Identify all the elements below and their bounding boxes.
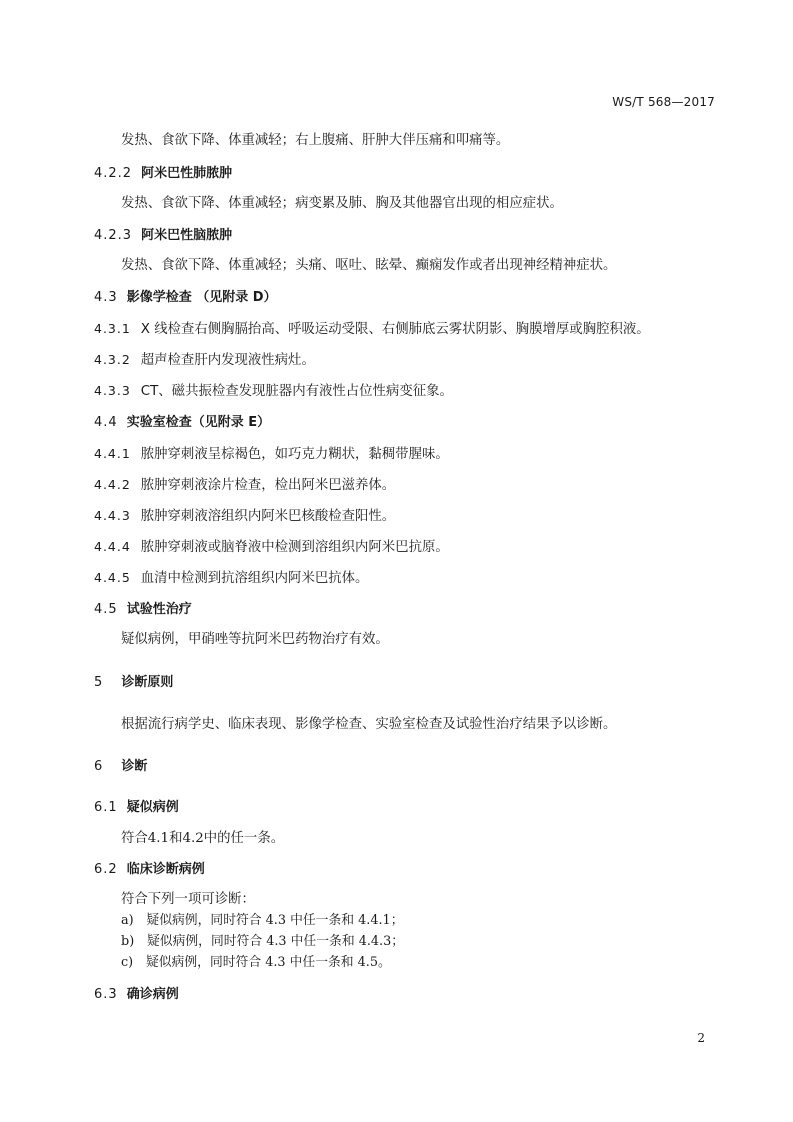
- section-number: 4.4: [94, 415, 118, 430]
- section-title: 疑似病例: [126, 800, 179, 815]
- section-title: 试验性治疗: [126, 602, 192, 617]
- section-title: 阿米巴性脑脓肿: [141, 228, 233, 243]
- paragraph-5: 根据流行病学史、临床表现、影像学检查、实验室检查及试验性治疗结果予以诊断。: [121, 717, 617, 732]
- list-item-c: c) 疑似病例，同时符合 4.3 中任一条和 4.5。: [121, 955, 391, 970]
- item-number: 4.4.3: [94, 508, 131, 523]
- item-4-4-3: [94, 505, 395, 524]
- item-number: 4.4.5: [94, 570, 131, 585]
- paragraph-4-2-2: 发热、食欲下降、体重减轻；病变累及肺、胸及其他器官出现的相应症状。: [121, 196, 563, 211]
- item-text: 脓肿穿刺液溶组织内阿米巴核酸检查阳性。: [140, 509, 396, 524]
- item-number: 4.3.1: [94, 321, 131, 336]
- heading-4-2-2: [94, 162, 232, 181]
- item-text: 脓肿穿刺液或脑脊液中检测到溶组织内阿米巴抗原。: [140, 540, 449, 555]
- section-title: 临床诊断病例: [126, 862, 205, 877]
- item-text: 超声检查肝内发现液性病灶。: [140, 353, 315, 368]
- item-number: 4.3.3: [94, 383, 131, 398]
- section-title: 实验室检查（见附录 E）: [126, 415, 271, 430]
- paragraph-4-2-3: 发热、食欲下降、体重减轻；头痛、呕吐、眩晕、癫痫发作或者出现神经精神症状。: [121, 258, 617, 273]
- item-4-3-1: [94, 318, 650, 337]
- section-number: 6.1: [94, 800, 118, 815]
- item-4-4-2: [94, 474, 395, 493]
- section-title: 诊断: [121, 759, 148, 774]
- item-text: 脓肿穿刺液涂片检查，检出阿米巴滋养体。: [140, 478, 396, 493]
- heading-4-5: [94, 598, 192, 617]
- section-number: 4.2.2: [94, 166, 133, 181]
- item-text: CT、磁共振检查发现脏器内有液性占位性病变征象。: [140, 384, 453, 399]
- heading-6-1: [94, 796, 179, 815]
- heading-6-3: [94, 983, 179, 1002]
- paragraph-4-5: 疑似病例，甲硝唑等抗阿米巴药物治疗有效。: [121, 632, 389, 647]
- section-number: 4.5: [94, 602, 118, 617]
- item-4-4-1: [94, 443, 449, 462]
- heading-6-2: [94, 858, 205, 877]
- item-number: 4.4.4: [94, 539, 131, 554]
- section-number: 6.2: [94, 862, 118, 877]
- item-text: 脓肿穿刺液呈棕褐色，如巧克力糊状，黏稠带腥味。: [140, 447, 449, 462]
- paragraph-6-1: 符合4.1和4.2中的任一条。: [121, 831, 285, 846]
- section-title: 确诊病例: [126, 987, 179, 1002]
- heading-4-3: [94, 286, 277, 305]
- heading-4-4: [94, 411, 270, 430]
- list-item-a: a) 疑似病例，同时符合 4.3 中任一条和 4.4.1；: [121, 913, 404, 928]
- standard-code: WS/T 568—2017: [612, 95, 715, 109]
- item-text: 血清中检测到抗溶组织内阿米巴抗体。: [140, 571, 369, 586]
- item-number: 4.4.1: [94, 446, 131, 461]
- item-number: 4.3.2: [94, 352, 131, 367]
- page-number: 2: [697, 1031, 705, 1045]
- section-number: 6.3: [94, 987, 118, 1002]
- paragraph-6-2-intro: 符合下列一项可诊断：: [121, 892, 255, 907]
- item-number: 4.4.2: [94, 477, 131, 492]
- section-number: 6: [94, 759, 104, 774]
- section-number: 4.3: [94, 290, 118, 305]
- heading-6: [94, 755, 147, 774]
- section-title: 诊断原则: [121, 675, 174, 690]
- section-number: 5: [94, 675, 104, 690]
- list-item-b: b) 疑似病例，同时符合 4.3 中任一条和 4.4.3；: [121, 934, 405, 949]
- heading-5: [94, 671, 173, 690]
- section-title: 影像学检查 （见附录 D）: [126, 290, 277, 305]
- item-4-3-3: [94, 380, 453, 399]
- item-4-4-4: [94, 536, 449, 555]
- section-number: 4.2.3: [94, 228, 133, 243]
- heading-4-2-3: [94, 224, 232, 243]
- item-text: X 线检查右侧胸膈抬高、呼吸运动受限、右侧肺底云雾状阴影、胸膜增厚或胸腔积液。: [140, 322, 650, 337]
- section-title: 阿米巴性肺脓肿: [141, 166, 233, 181]
- item-4-3-2: [94, 349, 315, 368]
- item-4-4-5: [94, 567, 368, 586]
- paragraph-4-2-1: 发热、食欲下降、体重减轻；右上腹痛、肝肿大伴压痛和叩痛等。: [121, 133, 510, 148]
